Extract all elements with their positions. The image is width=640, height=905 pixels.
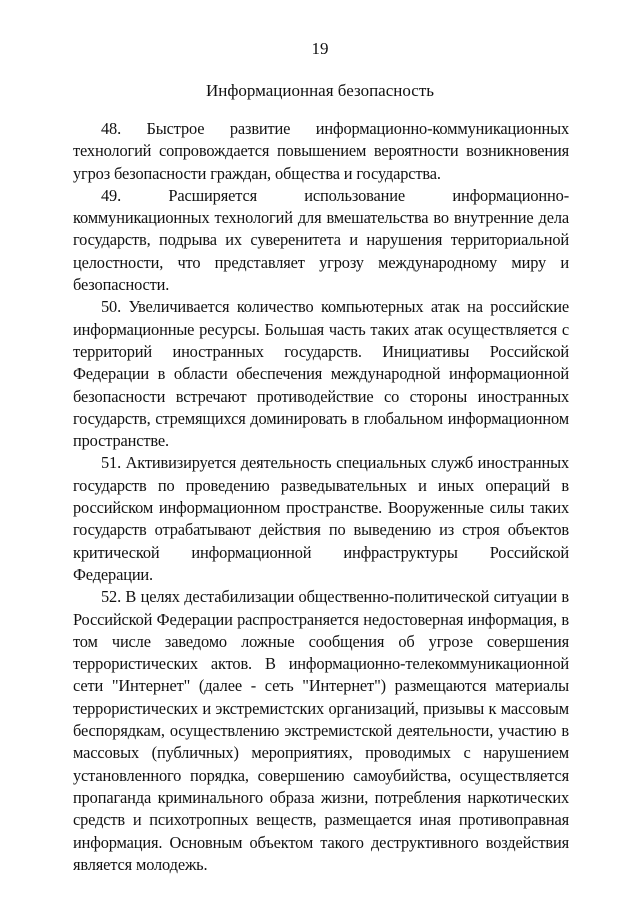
- body-text: [73, 118, 569, 876]
- paragraph-49: 49. Расширяется использование информационно-коммуникационных технологий для вмешательства во внутренние дела государств, подрыва их суверенитета и нарушения территориальной целостности, что представляет угрозу международному миру и безопасности.: [73, 185, 569, 295]
- paragraph-51: 51. Активизируется деятельность специальных служб иностранных государств по проведению разведывательных и иных операций в российском информационном пространстве. Вооруженные силы таких государств отрабатывают действия по выведению из строя объектов критической информационной инфраструктуры Российской Федерации.: [73, 453, 569, 584]
- paragraph-48: 48. Быстрое развитие информационно-коммуникационных технологий сопровождается повышением вероятности возникновения угроз безопасности граждан, общества и государства.: [73, 119, 569, 183]
- page-number: 19: [311, 39, 329, 58]
- section-title: Информационная безопасность: [205, 81, 435, 100]
- paragraph-52: 52. В целях дестабилизации общественно-политической ситуации в Российской Федерации распространяется недостоверная информация, в том числе заведомо ложные сообщения об угрозе совершения террористических актов. В информационно-телекоммуникационной сети "Интернет" (далее - сеть "Интернет") размещаются материалы террористических и экстремистских организаций, призывы к массовым беспорядкам, осуществлению экстремистской деятельности, участию в массовых (публичных) мероприятиях, проводимых с нарушением установленного порядка, совершению самоубийства, осуществляется пропаганда криминального образа жизни, потребления наркотических средств и психотропных веществ, размещается иная противоправная информация. Основным объектом такого деструктивного воздействия является молодежь.: [73, 587, 569, 874]
- paragraph-50: 50. Увеличивается количество компьютерных атак на российские информационные ресурсы. Большая часть таких атак осуществляется с территорий иностранных государств. Инициативы Российской Федерации в области обеспечения международной информационной безопасности встречают противодействие со стороны иностранных государств, стремящихся доминировать в глобальном информационном пространстве.: [73, 297, 569, 451]
